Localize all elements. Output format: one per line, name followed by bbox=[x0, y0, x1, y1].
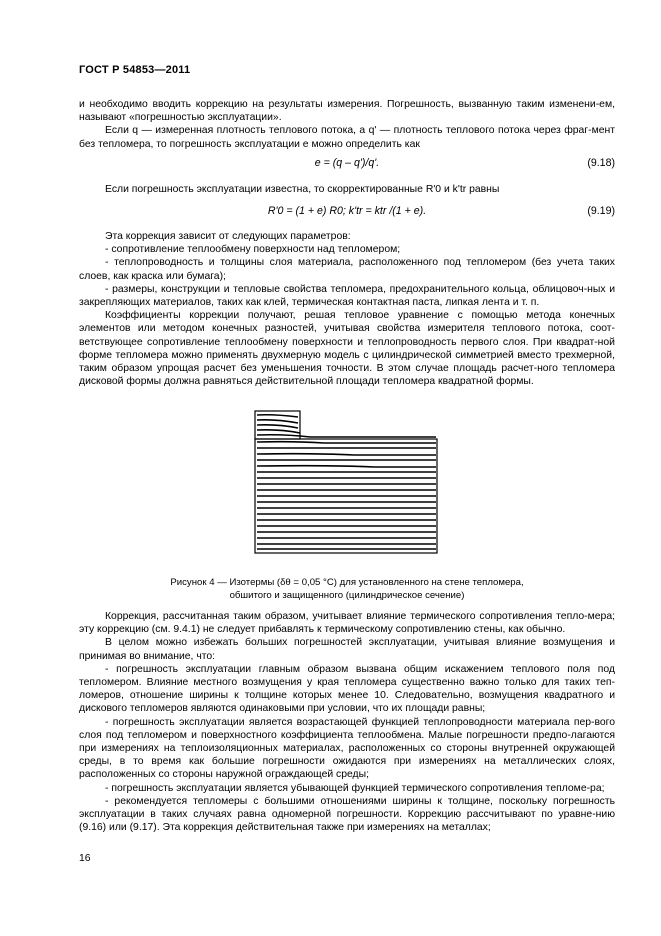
equation-9-18 bbox=[79, 157, 615, 171]
equation-number: (9.18) bbox=[587, 157, 615, 169]
equation-formula: R'0 = (1 + e) R0; k'tr = ktr /(1 + e). bbox=[267, 205, 427, 217]
page-number: 16 bbox=[79, 853, 91, 864]
text-block-bottom bbox=[79, 610, 615, 834]
equation-9-19 bbox=[79, 205, 615, 219]
list-item: - размеры, конструкции и тепловые свойства тепломера, предохранительного кольца, облицовоч-ных и закрепляющих материалов, таких как клей, термическая контактная паста, липкая лента и т. п. bbox=[79, 283, 615, 309]
list-item: - теплопроводность и толщины слоя материала, расположенного под тепломером (без учета таких слоев, как краска или бумага); bbox=[79, 257, 615, 282]
paragraph: Эта коррекция зависит от следующих параметров: bbox=[105, 231, 351, 242]
list-item: - сопротивление теплообмену поверхности над тепломером; bbox=[105, 244, 401, 256]
paragraph: и необходимо вводить коррекцию на результаты измерения. Погрешность, вызванную таким изменени-ем, называют «погрешностью эксплуатации». bbox=[79, 99, 615, 124]
isotherm-lines bbox=[257, 415, 436, 549]
list-item: - погрешность эксплуатации является убывающей функцией термического сопротивления тепломе-ра; bbox=[105, 782, 605, 794]
list-item: - погрешность эксплуатации главным образом вызвана общим искажением теплового поля под тепломером. Влияние местного возмущения у края тепломера существенно важно только для таких теп-ломеров, отношение ширины к толщине которых менее 10. Следовательно, возмущения квадратного и дискового тепломеров являются одинаковыми при условии, что их площади равны; bbox=[79, 663, 615, 715]
caption-line: Рисунок 4 — Изотермы (δθ = 0,05 °C) для установленного на стене тепломера, bbox=[170, 577, 524, 588]
isotherm-figure bbox=[254, 410, 438, 554]
caption-line: обшитого и защищенного (цилиндрическое сечение) bbox=[229, 590, 465, 601]
paragraph: В целом можно избежать больших погрешностей эксплуатации, учитывая влияние возмущения и принимая во внимание, что: bbox=[79, 637, 615, 662]
figure-caption bbox=[79, 576, 615, 602]
text-block-eq-intro bbox=[79, 183, 615, 196]
document-header: ГОСТ Р 54853—2011 bbox=[79, 64, 191, 76]
paragraph: Если q — измеренная плотность теплового потока, а q' — плотность теплового потока через фраг-мент без тепломера, то погрешность эксплуатации e можно определить как bbox=[79, 125, 615, 150]
equation-formula: e = (q – q')/q'. bbox=[314, 157, 380, 169]
equation-number: (9.19) bbox=[587, 205, 615, 217]
text-block-top bbox=[79, 98, 615, 151]
paragraph: Если погрешность эксплуатации известна, то скорректированные R'0 и k'tr равны bbox=[105, 184, 500, 195]
text-block-middle bbox=[79, 230, 615, 388]
paragraph: Коррекция, рассчитанная таким образом, учитывает влияние термического сопротивления тепло-мера; эту коррекцию (см. 9.4.1) не следует прибавлять к термическому сопротивлению стены, как обычно. bbox=[79, 611, 615, 636]
list-item: - рекомендуется тепломеры с большими отношениями ширины к толщине, поскольку погрешность эксплуатации в таких случаях равна одномерной погрешности. Коррекцию рассчитывают по уравне-нию (9.16) или (9.17). Эта коррекция действительная также при измерениях на металлах; bbox=[79, 795, 615, 834]
paragraph: Коэффициенты коррекции получают, решая тепловое уравнение с помощью метода конечных элементов или методом конечных разностей, учитывая свойства измерителя теплового потока, соот-ветствующее сопротивление теплообмену поверхности и теплопроводность первого слоя. При квадрат-ной форме тепломера можно применять двухмерную модель с цилиндрической симметрией вместо трехмерной, таким образом упрощая расчет без уменьшения точности. В этом случае площадь расчет-ного тепломера дисковой формы должна равняться действительной площади тепломера квадратной формы. bbox=[79, 310, 615, 388]
list-item: - погрешность эксплуатации является возрастающей функцией теплопроводности материала пер-вого слоя под тепломером и поверхностного коэффициента теплообмена. Малые погрешности предпо-лагаются при измерениях на теплоизоляционных материалах, расположенных со стороны внутренней окружающей среды, в то время как большие погрешности ожидаются при измерениях на металлических слоях, расположенных со стороны наружной ограждающей среды; bbox=[79, 716, 615, 781]
